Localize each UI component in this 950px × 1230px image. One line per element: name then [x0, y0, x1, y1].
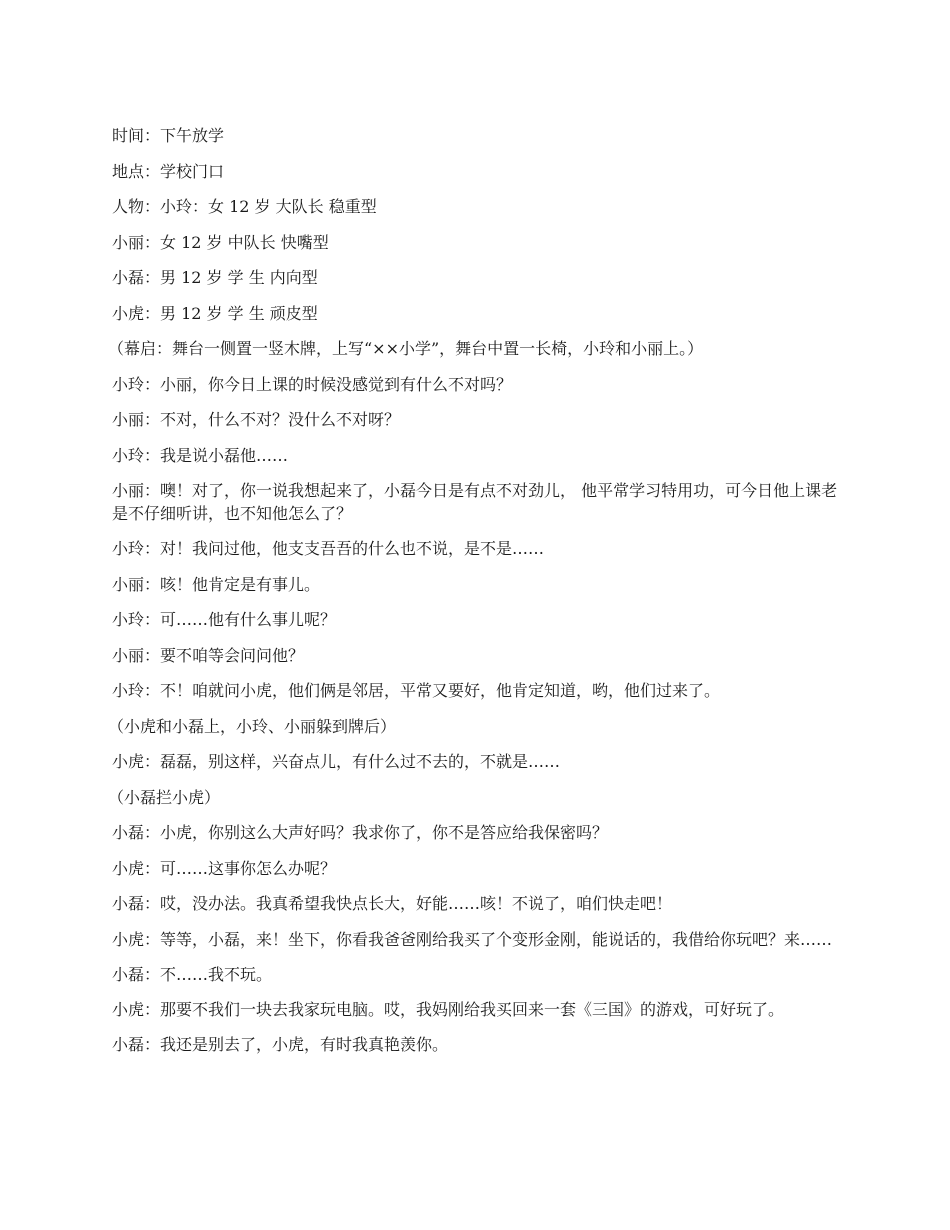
character-xiaoling: 人物：小玲：女 12 岁 大队长 稳重型 [112, 197, 377, 216]
dialogue-line: 小玲：对！我问过他，他支支吾吾的什么也不说，是不是…… [112, 539, 545, 558]
scene-time: 时间：下午放学 [112, 126, 225, 145]
dialogue-line: 小玲：我是说小磊他…… [112, 445, 289, 465]
character-xiaolei: 小磊：男 12 岁 学 生 内向型 [112, 268, 318, 287]
character-xiaohu: 小虎：男 12 岁 学 生 顽皮型 [112, 303, 318, 323]
dialogue-line: 小虎：等等，小磊，来！坐下，你看我爸爸刚给我买了个变形金刚，能说话的，我借给你玩吧？来…… [112, 929, 833, 949]
stage-direction: （小虎和小磊上，小玲、小丽躲到牌后） [108, 716, 397, 736]
stage-direction: （小磊拦小虎） [108, 787, 221, 807]
scene-location: 地点：学校门口 [112, 161, 225, 181]
script-body [108, 124, 842, 1069]
dialogue-line: 小磊：哎，没办法。我真希望我快点长大，好能……咳！不说了，咱们快走吧！ [112, 894, 673, 913]
dialogue-line: 小丽：不对，什么不对？没什么不对呀？ [112, 410, 401, 429]
dialogue-line: 小玲：小丽，你今日上课的时候没感觉到有什么不对吗？ [112, 374, 513, 394]
dialogue-line: 小玲：不！咱就问小虎，他们俩是邻居，平常又要好，他肯定知道，哟，他们过来了。 [112, 681, 721, 700]
dialogue-line: 小玲：可……他有什么事儿呢？ [112, 610, 337, 629]
character-xiaoli: 小丽：女 12 岁 中队长 快嘴型 [112, 232, 329, 252]
dialogue-line: 小丽：咳！他肯定是有事儿。 [112, 574, 321, 594]
dialogue-line: 小虎：可……这事你怎么办呢？ [112, 858, 337, 878]
dialogue-line: 小磊：我还是别去了，小虎，有时我真艳羡你。 [112, 1035, 449, 1054]
dialogue-line: 小虎：磊磊，别这样，兴奋点儿，有什么过不去的，不就是…… [112, 752, 561, 771]
stage-direction: （幕启：舞台一侧置一竖木牌，上写“××小学”，舞台中置一长椅，小玲和小丽上。） [108, 339, 704, 358]
dialogue-line: 小虎：那要不我们一块去我家玩电脑。哎，我妈刚给我买回来一套《三国》的游戏，可好玩了。 [112, 1000, 785, 1019]
dialogue-line: 小丽：噢！对了，你一说我想起来了，小磊今日是有点不对劲儿， 他平常学习特用功，可今日他上课老是不仔细听讲，也不知他怎么了？ [112, 481, 838, 523]
dialogue-line: 小磊：不……我不玩。 [112, 964, 273, 984]
dialogue-line: 小丽：要不咱等会问问他？ [112, 645, 305, 665]
dialogue-line: 小磊：小虎，你别这么大声好吗？我求你了，你不是答应给我保密吗？ [112, 823, 609, 842]
